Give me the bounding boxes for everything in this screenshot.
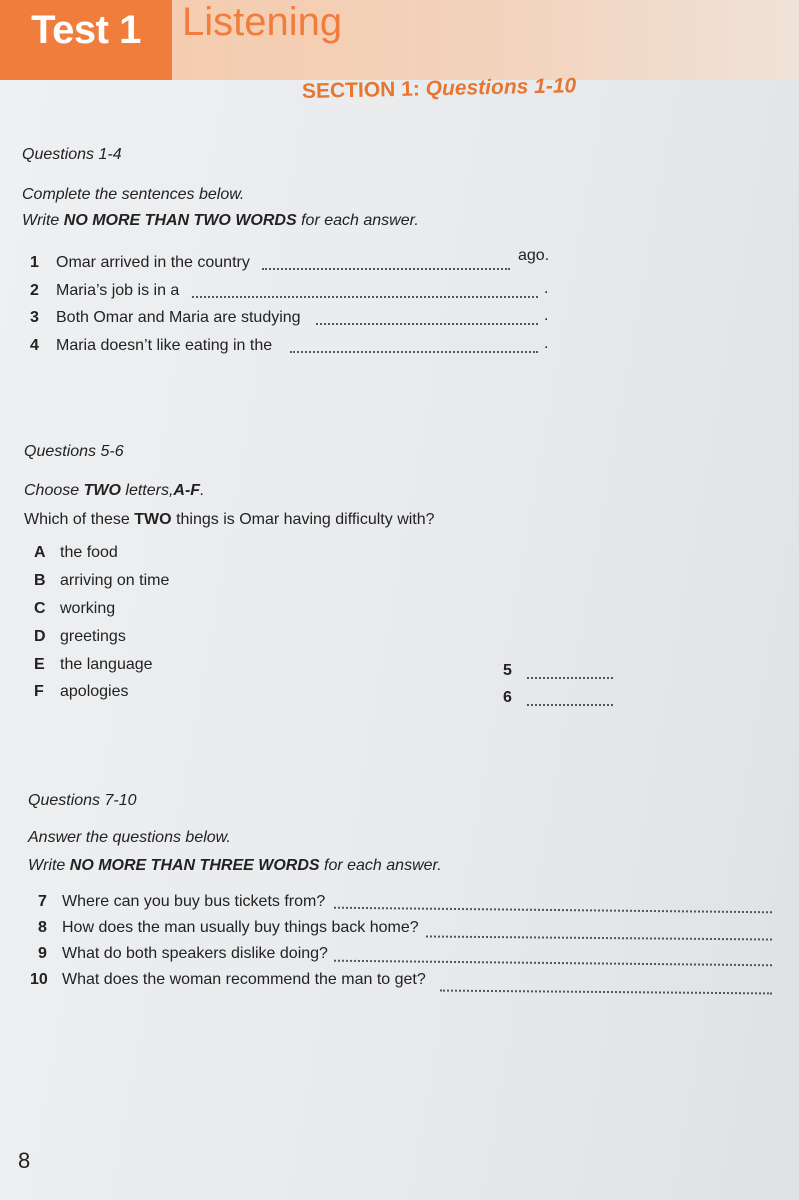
group1-limit-prefix: Write: [22, 212, 60, 229]
option-text-d: greetings: [60, 628, 126, 645]
option-text-f: apologies: [60, 683, 129, 700]
question-number-3: 3: [30, 309, 39, 326]
group1-word-limit: [22, 212, 419, 230]
option-text-b: arriving on time: [60, 572, 170, 589]
answer-number-5: 5: [503, 662, 512, 679]
option-letter-d: D: [34, 628, 46, 645]
question-number-2: 2: [30, 282, 39, 299]
group2-choose-letters: A-F: [173, 482, 201, 499]
group2-question: [24, 511, 435, 529]
question-text-7: Where can you buy bus tickets from?: [62, 893, 326, 910]
group1-heading: Questions 1-4: [22, 146, 122, 163]
option-letter-f: F: [34, 683, 44, 700]
question-number-7: 7: [38, 893, 47, 910]
group2-question-bold: TWO: [134, 511, 172, 528]
question-text-4: Maria doesn’t like eating in the: [56, 337, 273, 354]
answer-line-5[interactable]: [527, 677, 613, 679]
section-name: Listening: [182, 0, 343, 44]
option-letter-c: C: [34, 600, 46, 617]
answer-line-4[interactable]: [290, 351, 538, 353]
question-number-10: 10: [30, 971, 48, 988]
option-letter-e: E: [34, 656, 45, 673]
group2-question-suffix: things is Omar having difficulty with?: [176, 511, 435, 528]
question-after-3: .: [544, 307, 549, 324]
option-text-e: the language: [60, 656, 153, 673]
group2-choose-prefix: Choose: [24, 482, 80, 499]
question-after-1: ago.: [518, 247, 550, 264]
group2-heading: Questions 5-6: [24, 443, 124, 460]
section-range: Questions 1-10: [425, 74, 577, 101]
question-text-1: Omar arrived in the country: [56, 254, 250, 271]
group1-limit-suffix: for each answer.: [301, 212, 419, 229]
group3-heading: Questions 7-10: [28, 792, 137, 809]
option-letter-b: B: [34, 572, 46, 589]
question-text-10: What does the woman recommend the man to get?: [62, 971, 426, 988]
answer-line-1[interactable]: [262, 268, 510, 270]
group3-limit-suffix: for each answer.: [324, 857, 442, 874]
question-text-9: What do both speakers dislike doing?: [62, 945, 328, 962]
group2-choose-instruction: [24, 482, 205, 500]
question-text-8: How does the man usually buy things back home?: [62, 919, 419, 936]
question-after-4: .: [544, 335, 549, 352]
question-text-2: Maria’s job is in a: [56, 282, 180, 299]
group2-choose-end: .: [200, 482, 205, 499]
group3-limit-prefix: Write: [28, 857, 66, 874]
group2-choose-bold: TWO: [83, 482, 121, 499]
question-number-1: 1: [30, 254, 39, 271]
group1-limit-bold: NO MORE THAN TWO WORDS: [63, 212, 297, 229]
group3-instruction: Answer the questions below.: [28, 829, 231, 846]
question-number-9: 9: [38, 945, 47, 962]
option-text-c: working: [60, 600, 116, 617]
option-letter-a: A: [34, 544, 46, 561]
group2-choose-middle: letters,: [125, 482, 174, 499]
page-number: 8: [18, 1148, 31, 1173]
question-text-3: Both Omar and Maria are studying: [56, 309, 301, 326]
answer-number-6: 6: [503, 689, 512, 706]
group3-limit-bold: NO MORE THAN THREE WORDS: [69, 857, 320, 874]
option-text-a: the food: [60, 544, 118, 561]
question-number-4: 4: [30, 337, 39, 354]
section-prefix: SECTION 1:: [301, 77, 421, 103]
group1-instruction: Complete the sentences below.: [22, 186, 245, 203]
question-after-2: .: [544, 280, 549, 297]
answer-line-2[interactable]: [192, 296, 538, 298]
answer-line-6[interactable]: [527, 704, 613, 706]
test-label: Test 1: [31, 7, 141, 52]
group2-question-prefix: Which of these: [24, 511, 130, 528]
answer-line-3[interactable]: [316, 323, 538, 325]
question-number-8: 8: [38, 919, 47, 936]
group3-word-limit: [28, 857, 442, 875]
test-label-box: [0, 0, 172, 80]
